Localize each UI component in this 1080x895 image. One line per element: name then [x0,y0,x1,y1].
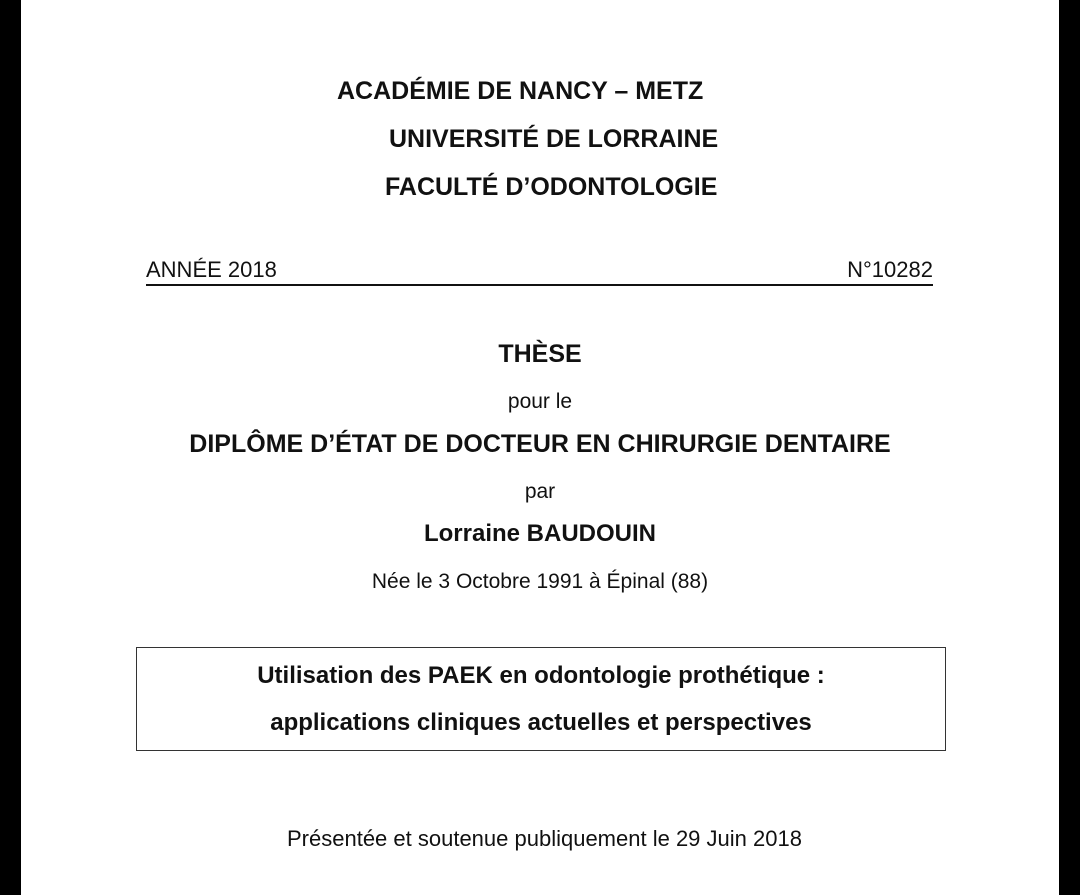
thesis-title-line-1: Utilisation des PAEK en odontologie prothétique : [257,662,825,689]
par-text: par [524,480,556,503]
document-page [21,0,1059,895]
thesis-number: N°10282 [847,257,933,282]
birth-info: Née le 3 Octobre 1991 à Épinal (88) [371,570,709,593]
pour-le-text: pour le [507,390,573,413]
academie-heading: ACADÉMIE DE NANCY – METZ [337,77,704,105]
thesis-title-box [136,647,946,751]
year-number-row [146,254,933,286]
author-name: Lorraine BAUDOUIN [423,520,657,547]
universite-heading: UNIVERSITÉ DE LORRAINE [389,125,719,153]
year-label: ANNÉE 2018 [146,257,277,282]
faculte-heading: FACULTÉ D’ODONTOLOGIE [385,173,718,201]
defense-date: Présentée et soutenue publiquement le 29 Juin 2018 [287,826,802,851]
thesis-type: THÈSE [498,340,582,368]
thesis-title-line-2: applications cliniques actuelles et perspectives [270,709,812,736]
diploma-title: DIPLÔME D’ÉTAT DE DOCTEUR EN CHIRURGIE DENTAIRE [189,430,891,458]
